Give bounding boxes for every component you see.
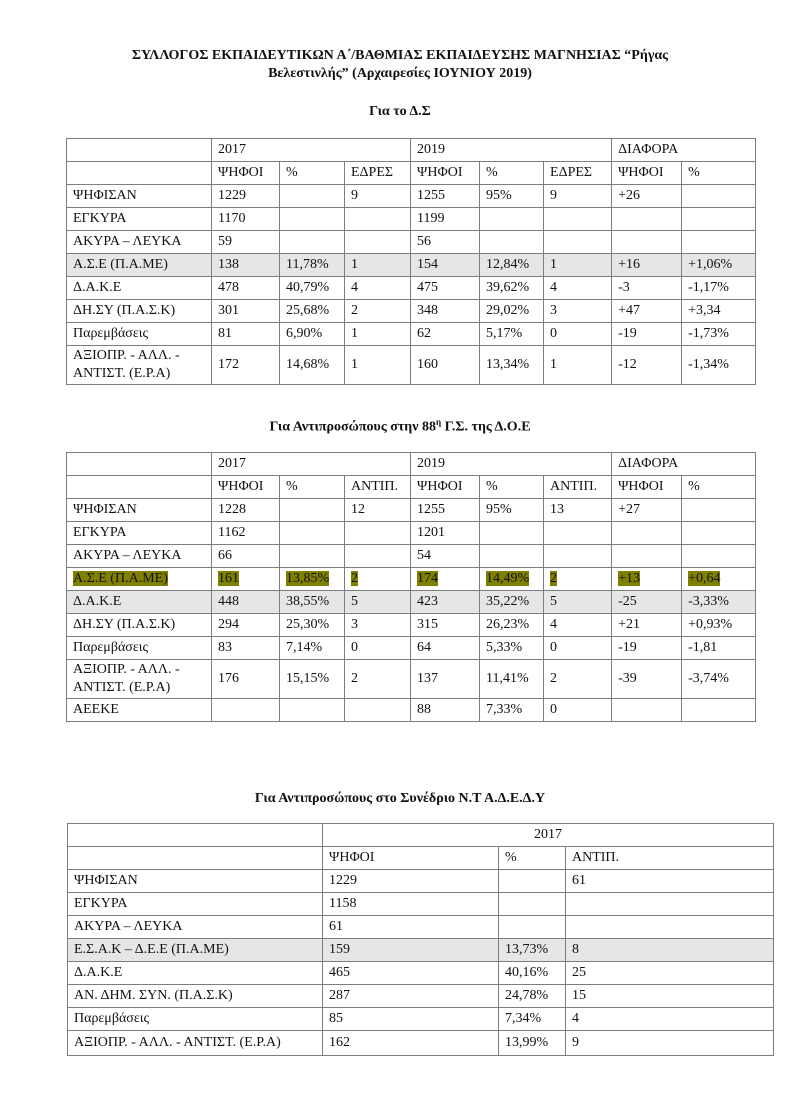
- data-cell: 154: [411, 254, 480, 277]
- data-cell: 95%: [480, 499, 544, 522]
- row-label: [67, 568, 212, 591]
- data-cell: -25: [612, 591, 682, 614]
- data-cell: 1255: [411, 185, 480, 208]
- section-title-doe-suffix: Γ.Σ. της Δ.Ο.Ε: [441, 419, 531, 435]
- table-row: [67, 231, 756, 254]
- data-cell: 301: [212, 300, 280, 323]
- data-cell: [280, 522, 345, 545]
- data-cell: [566, 916, 774, 939]
- column-header: %: [480, 162, 544, 185]
- column-header: ΕΔΡΕΣ: [345, 162, 411, 185]
- data-cell: 2: [345, 300, 411, 323]
- column-header: %: [280, 162, 345, 185]
- data-cell: 1170: [212, 208, 280, 231]
- row-label: ΨΗΦΙΣΑΝ: [67, 185, 212, 208]
- corner-cell: [67, 139, 212, 162]
- table-row: [67, 499, 756, 522]
- row-label: ΔΗ.ΣΥ (Π.Α.Σ.Κ): [67, 300, 212, 323]
- data-cell: -1,81: [682, 637, 756, 660]
- data-cell: 15: [566, 985, 774, 1008]
- table-row: [68, 893, 774, 916]
- data-cell: 35,22%: [480, 591, 544, 614]
- table-row: [68, 985, 774, 1008]
- data-cell: [280, 499, 345, 522]
- data-cell: 2: [544, 660, 612, 699]
- data-cell: [480, 208, 544, 231]
- data-cell: +21: [612, 614, 682, 637]
- table-row: [67, 254, 756, 277]
- board-results-table: [66, 138, 756, 385]
- data-cell: [345, 699, 411, 722]
- year-header: 2017: [323, 824, 774, 847]
- data-cell: -3: [612, 277, 682, 300]
- data-cell: [544, 522, 612, 545]
- data-cell: 1158: [323, 893, 499, 916]
- data-cell: 448: [212, 591, 280, 614]
- data-cell: 1199: [411, 208, 480, 231]
- data-cell: 24,78%: [499, 985, 566, 1008]
- document-title-line-2: Βελεστινλής” (Αρχαιρεσίες ΙΟΥΝΙΟΥ 2019): [268, 66, 532, 81]
- data-cell: +26: [612, 185, 682, 208]
- data-cell: -1,17%: [682, 277, 756, 300]
- row-label: ΑΚΥΡΑ – ΛΕΥΚΑ: [68, 916, 323, 939]
- column-header: ΨΗΦΟΙ: [612, 476, 682, 499]
- column-header: %: [682, 162, 756, 185]
- data-cell: -3,33%: [682, 591, 756, 614]
- data-cell: 11,41%: [480, 660, 544, 699]
- row-label: Παρεμβάσεις: [68, 1008, 323, 1031]
- data-cell: 1: [544, 254, 612, 277]
- row-label: Ε.Σ.Α.Κ – Δ.Ε.Ε (Π.Α.ΜΕ): [68, 939, 323, 962]
- data-cell: 25,68%: [280, 300, 345, 323]
- section-title-doe-prefix: Για Αντιπροσώπους στην 88: [269, 419, 436, 435]
- data-cell: 294: [212, 614, 280, 637]
- column-header: ΑΝΤΙΠ.: [345, 476, 411, 499]
- data-cell: 1229: [323, 870, 499, 893]
- highlighted-text: 2: [550, 571, 558, 586]
- corner-cell: [67, 162, 212, 185]
- doe-delegates-table: [66, 452, 756, 722]
- data-cell: 1: [345, 346, 411, 385]
- table-row: [67, 300, 756, 323]
- data-cell: 9: [345, 185, 411, 208]
- table-row: [68, 870, 774, 893]
- data-cell: +27: [612, 499, 682, 522]
- data-cell: -3,74%: [682, 660, 756, 699]
- year-header: 2017: [212, 453, 411, 476]
- data-cell: 0: [544, 637, 612, 660]
- data-cell: [212, 699, 280, 722]
- data-cell: 162: [323, 1031, 499, 1056]
- section-title-doe-sup: η: [436, 417, 442, 427]
- data-cell: [612, 568, 682, 591]
- adedy-delegates-table: [67, 823, 774, 1056]
- row-label: Α.Σ.Ε (Π.Α.ΜΕ): [67, 254, 212, 277]
- data-cell: [480, 545, 544, 568]
- data-cell: 287: [323, 985, 499, 1008]
- data-cell: 25: [566, 962, 774, 985]
- data-cell: [411, 568, 480, 591]
- table-row: [67, 637, 756, 660]
- data-cell: 5: [345, 591, 411, 614]
- data-cell: [280, 699, 345, 722]
- data-cell: 39,62%: [480, 277, 544, 300]
- row-label: Δ.Α.Κ.Ε: [67, 591, 212, 614]
- data-cell: [682, 231, 756, 254]
- data-cell: 3: [544, 300, 612, 323]
- corner-cell: [67, 476, 212, 499]
- data-cell: 15,15%: [280, 660, 345, 699]
- year-header: ΔΙΑΦΟΡΑ: [612, 453, 756, 476]
- column-header: ΨΗΦΟΙ: [411, 476, 480, 499]
- data-cell: 1201: [411, 522, 480, 545]
- data-cell: [345, 522, 411, 545]
- corner-cell: [68, 847, 323, 870]
- data-cell: -39: [612, 660, 682, 699]
- data-cell: 59: [212, 231, 280, 254]
- data-cell: 5,17%: [480, 323, 544, 346]
- column-header-row: [67, 476, 756, 499]
- data-cell: 7,14%: [280, 637, 345, 660]
- table-row: [68, 916, 774, 939]
- data-cell: [544, 545, 612, 568]
- table-row: [67, 545, 756, 568]
- data-cell: [280, 568, 345, 591]
- column-header: ΨΗΦΟΙ: [612, 162, 682, 185]
- data-cell: +47: [612, 300, 682, 323]
- table-row: [68, 962, 774, 985]
- data-cell: 5: [544, 591, 612, 614]
- data-cell: 64: [411, 637, 480, 660]
- data-cell: +0,93%: [682, 614, 756, 637]
- table-row: [68, 1008, 774, 1031]
- data-cell: [612, 699, 682, 722]
- data-cell: [682, 699, 756, 722]
- data-cell: 0: [345, 637, 411, 660]
- data-cell: 11,78%: [280, 254, 345, 277]
- column-header: ΑΝΤΙΠ.: [544, 476, 612, 499]
- data-cell: [544, 231, 612, 254]
- data-cell: 423: [411, 591, 480, 614]
- data-cell: [280, 185, 345, 208]
- data-cell: 12,84%: [480, 254, 544, 277]
- data-cell: [499, 893, 566, 916]
- data-cell: 66: [212, 545, 280, 568]
- data-cell: 159: [323, 939, 499, 962]
- column-header-row: [68, 847, 774, 870]
- data-cell: -19: [612, 637, 682, 660]
- data-cell: 478: [212, 277, 280, 300]
- document-title-line-1: ΣΥΛΛΟΓΟΣ ΕΚΠΑΙΔΕΥΤΙΚΩΝ Α΄/ΒΑΘΜΙΑΣ ΕΚΠΑΙΔΕΥΣΗΣ ΜΑΓΝΗΣΙΑΣ “Ρήγας: [131, 48, 669, 63]
- table-row: [68, 1031, 774, 1056]
- table-row: [67, 208, 756, 231]
- data-cell: 0: [544, 323, 612, 346]
- data-cell: [682, 568, 756, 591]
- data-cell: 13,99%: [499, 1031, 566, 1056]
- data-cell: [499, 870, 566, 893]
- data-cell: 61: [323, 916, 499, 939]
- data-cell: 38,55%: [280, 591, 345, 614]
- column-header: %: [682, 476, 756, 499]
- row-label: ΔΗ.ΣΥ (Π.Α.Σ.Κ): [67, 614, 212, 637]
- section-title-doe: [60, 417, 740, 436]
- data-cell: 7,34%: [499, 1008, 566, 1031]
- highlighted-text: 2: [351, 571, 358, 586]
- data-cell: -1,73%: [682, 323, 756, 346]
- data-cell: [345, 208, 411, 231]
- data-cell: 315: [411, 614, 480, 637]
- row-label: ΨΗΦΙΣΑΝ: [67, 499, 212, 522]
- data-cell: 83: [212, 637, 280, 660]
- data-cell: [612, 545, 682, 568]
- data-cell: [612, 522, 682, 545]
- row-label: Δ.Α.Κ.Ε: [68, 962, 323, 985]
- highlighted-text: 14,49%: [486, 571, 530, 586]
- data-cell: 1: [544, 346, 612, 385]
- column-header: ΑΝΤΙΠ.: [566, 847, 774, 870]
- data-cell: 29,02%: [480, 300, 544, 323]
- table-row: [67, 699, 756, 722]
- data-cell: -12: [612, 346, 682, 385]
- column-header: ΨΗΦΟΙ: [411, 162, 480, 185]
- column-header: ΨΗΦΟΙ: [212, 476, 280, 499]
- data-cell: 40,79%: [280, 277, 345, 300]
- row-label: ΑΚΥΡΑ – ΛΕΥΚΑ: [67, 231, 212, 254]
- data-cell: 465: [323, 962, 499, 985]
- table-row: [67, 346, 756, 385]
- data-cell: +16: [612, 254, 682, 277]
- year-header-row: [67, 139, 756, 162]
- highlighted-text: 161: [218, 571, 239, 586]
- row-label: ΕΓΚΥΡΑ: [68, 893, 323, 916]
- year-header: 2019: [411, 139, 612, 162]
- data-cell: [345, 568, 411, 591]
- data-cell: 54: [411, 545, 480, 568]
- row-label: ΑΚΥΡΑ – ΛΕΥΚΑ: [67, 545, 212, 568]
- data-cell: 1: [345, 254, 411, 277]
- highlighted-text: 13,85%: [286, 571, 330, 586]
- data-cell: 40,16%: [499, 962, 566, 985]
- data-cell: 475: [411, 277, 480, 300]
- data-cell: [280, 231, 345, 254]
- data-cell: [345, 545, 411, 568]
- data-cell: 14,68%: [280, 346, 345, 385]
- data-cell: [280, 208, 345, 231]
- data-cell: [480, 568, 544, 591]
- data-cell: 0: [544, 699, 612, 722]
- section-title-adedy: Για Αντιπροσώπους στο Συνέδριο Ν.Τ Α.Δ.Ε.Δ.Υ: [254, 791, 546, 806]
- highlighted-text: +13: [618, 571, 640, 586]
- year-header: 2017: [212, 139, 411, 162]
- data-cell: [612, 208, 682, 231]
- table-row: [67, 591, 756, 614]
- data-cell: -19: [612, 323, 682, 346]
- data-cell: 172: [212, 346, 280, 385]
- table-row: [67, 185, 756, 208]
- row-label: ΑΞΙΟΠΡ. - ΑΛΛ. - ΑΝΤΙΣΤ. (Ε.Ρ.Α): [68, 1031, 323, 1056]
- data-cell: 61: [566, 870, 774, 893]
- table-row: [67, 323, 756, 346]
- document-title: [60, 47, 740, 83]
- row-label: Παρεμβάσεις: [67, 637, 212, 660]
- data-cell: 138: [212, 254, 280, 277]
- data-cell: 95%: [480, 185, 544, 208]
- data-cell: 1255: [411, 499, 480, 522]
- row-label: ΑΞΙΟΠΡ. - ΑΛΛ. - ΑΝΤΙΣΤ. (Ε.Ρ.Α): [67, 346, 212, 385]
- data-cell: 1162: [212, 522, 280, 545]
- data-cell: 26,23%: [480, 614, 544, 637]
- data-cell: 88: [411, 699, 480, 722]
- data-cell: 160: [411, 346, 480, 385]
- section-title-board: Για το Δ.Σ: [369, 104, 431, 119]
- row-label: ΕΓΚΥΡΑ: [67, 208, 212, 231]
- data-cell: 5,33%: [480, 637, 544, 660]
- data-cell: 8: [566, 939, 774, 962]
- table-row: [67, 522, 756, 545]
- column-header: %: [280, 476, 345, 499]
- data-cell: [566, 893, 774, 916]
- data-cell: 13,73%: [499, 939, 566, 962]
- data-cell: [480, 231, 544, 254]
- data-cell: 85: [323, 1008, 499, 1031]
- data-cell: 12: [345, 499, 411, 522]
- data-cell: 137: [411, 660, 480, 699]
- data-cell: 13,34%: [480, 346, 544, 385]
- year-header: ΔΙΑΦΟΡΑ: [612, 139, 756, 162]
- row-label: Δ.Α.Κ.Ε: [67, 277, 212, 300]
- corner-cell: [67, 453, 212, 476]
- data-cell: [544, 208, 612, 231]
- column-header: ΨΗΦΟΙ: [323, 847, 499, 870]
- highlighted-text: Α.Σ.Ε (Π.Α.ΜΕ): [73, 571, 168, 586]
- column-header: %: [499, 847, 566, 870]
- row-label: ΕΓΚΥΡΑ: [67, 522, 212, 545]
- data-cell: [280, 545, 345, 568]
- column-header: %: [480, 476, 544, 499]
- data-cell: 4: [544, 614, 612, 637]
- data-cell: [212, 568, 280, 591]
- data-cell: 4: [566, 1008, 774, 1031]
- data-cell: 1228: [212, 499, 280, 522]
- data-cell: [499, 916, 566, 939]
- row-label: ΑΕΕΚΕ: [67, 699, 212, 722]
- data-cell: [612, 231, 682, 254]
- row-label: ΑΝ. ΔΗΜ. ΣΥΝ. (Π.Α.Σ.Κ): [68, 985, 323, 1008]
- column-header-row: [67, 162, 756, 185]
- year-header: 2019: [411, 453, 612, 476]
- data-cell: -1,34%: [682, 346, 756, 385]
- data-cell: [682, 208, 756, 231]
- data-cell: 9: [544, 185, 612, 208]
- data-cell: 3: [345, 614, 411, 637]
- data-cell: 81: [212, 323, 280, 346]
- data-cell: 4: [544, 277, 612, 300]
- table-row: [68, 939, 774, 962]
- table-row: [67, 277, 756, 300]
- data-cell: 7,33%: [480, 699, 544, 722]
- column-header: ΕΔΡΕΣ: [544, 162, 612, 185]
- data-cell: +3,34: [682, 300, 756, 323]
- row-label: Παρεμβάσεις: [67, 323, 212, 346]
- year-header-row: [67, 453, 756, 476]
- data-cell: 1: [345, 323, 411, 346]
- data-cell: 13: [544, 499, 612, 522]
- row-label: ΨΗΦΙΣΑΝ: [68, 870, 323, 893]
- data-cell: [682, 185, 756, 208]
- row-label: ΑΞΙΟΠΡ. - ΑΛΛ. - ΑΝΤΙΣΤ. (Ε.Ρ.Α): [67, 660, 212, 699]
- data-cell: 9: [566, 1031, 774, 1056]
- data-cell: 348: [411, 300, 480, 323]
- data-cell: [682, 545, 756, 568]
- year-header-row: [68, 824, 774, 847]
- corner-cell: [68, 824, 323, 847]
- highlighted-text: 174: [417, 571, 439, 586]
- table-row: [67, 614, 756, 637]
- column-header: ΨΗΦΟΙ: [212, 162, 280, 185]
- data-cell: [682, 522, 756, 545]
- data-cell: 25,30%: [280, 614, 345, 637]
- data-cell: +1,06%: [682, 254, 756, 277]
- data-cell: [480, 522, 544, 545]
- data-cell: [682, 499, 756, 522]
- table-row: [67, 568, 756, 591]
- data-cell: 1229: [212, 185, 280, 208]
- data-cell: 2: [345, 660, 411, 699]
- table-row: [67, 660, 756, 699]
- data-cell: [345, 231, 411, 254]
- data-cell: 6,90%: [280, 323, 345, 346]
- data-cell: 56: [411, 231, 480, 254]
- data-cell: 62: [411, 323, 480, 346]
- highlighted-text: +0,64: [688, 571, 721, 586]
- data-cell: 176: [212, 660, 280, 699]
- data-cell: [544, 568, 612, 591]
- data-cell: 4: [345, 277, 411, 300]
